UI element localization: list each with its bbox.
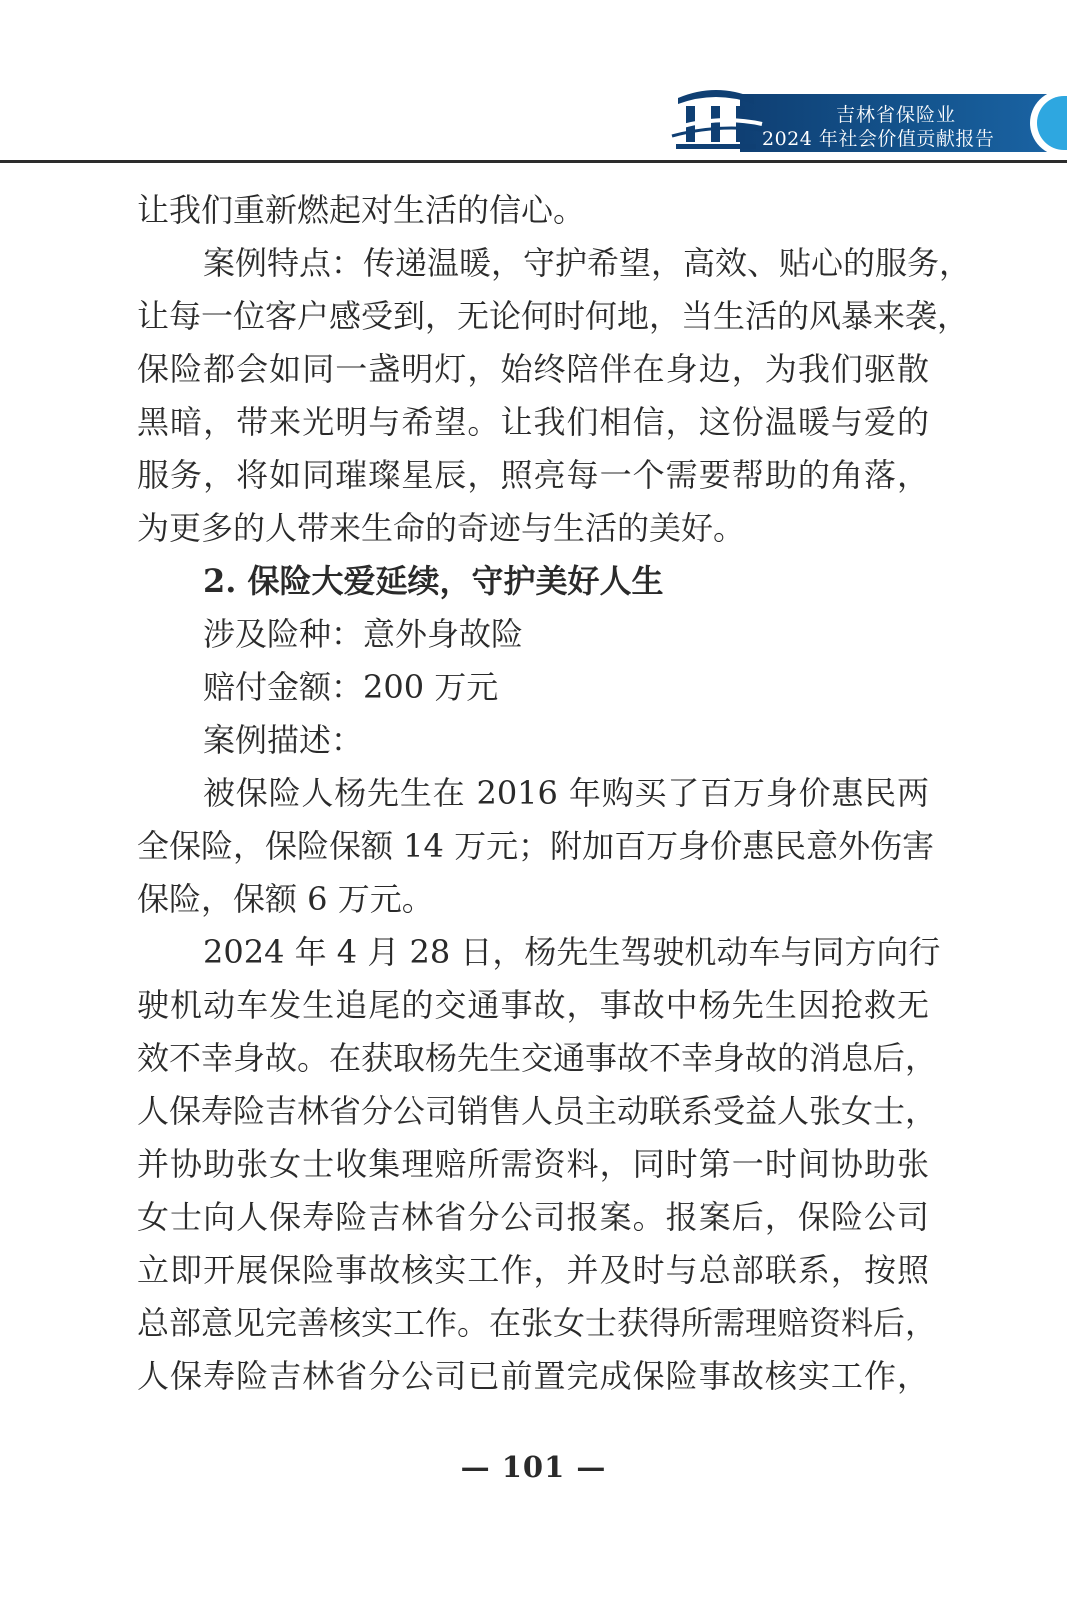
text-line: 让每一位客户感受到，无论何时何地，当生活的风暴来袭， (137, 297, 970, 335)
text-line: 为更多的人带来生命的奇迹与生活的美好。 (137, 509, 746, 547)
header-title-line2: 2024 年社会价值贡献报告 (762, 128, 995, 150)
text-line: 案例特点：传递温暖，守护希望，高效、贴心的服务， (203, 244, 972, 282)
text-line: 赔付金额：200 万元 (203, 668, 499, 706)
report-logo-icon (668, 84, 764, 154)
text-line: 人保寿险吉林省分公司销售人员主动联系受益人张女士， (137, 1092, 938, 1130)
section-heading: 2. 保险大爱延续，守护美好人生 (203, 562, 664, 600)
text-line: 保险，保额 6 万元。 (137, 880, 434, 918)
text-line: 立即开展保险事故核实工作，并及时与总部联系，按照 (137, 1251, 929, 1289)
text-line: 让我们重新燃起对生活的信心。 (137, 191, 586, 229)
text-line: 人保寿险吉林省分公司已前置完成保险事故核实工作， (137, 1357, 929, 1395)
text-line: 服务，将如同璀璨星辰，照亮每一个需要帮助的角落， (137, 456, 929, 494)
text-line: 保险都会如同一盏明灯，始终陪伴在身边，为我们驱散 (137, 350, 929, 388)
page-number: — 101 — (460, 1450, 607, 1484)
header-title-line1: 吉林省保险业 (836, 104, 957, 126)
text-line: 黑暗，带来光明与希望。让我们相信，这份温暖与爱的 (137, 403, 929, 441)
header-rule (0, 160, 1067, 163)
text-line: 并协助张女士收集理赔所需资料，同时第一时间协助张 (137, 1145, 929, 1183)
text-line: 驶机动车发生追尾的交通事故，事故中杨先生因抢救无 (137, 986, 929, 1024)
text-line: 被保险人杨先生在 2016 年购买了百万身价惠民两 (203, 774, 929, 812)
text-line: 女士向人保寿险吉林省分公司报案。报案后，保险公司 (137, 1198, 929, 1236)
body-text (137, 184, 972, 1403)
text-line: 案例描述： (203, 721, 364, 759)
text-line: 总部意见完善核实工作。在张女士获得所需理赔资料后， (137, 1304, 938, 1342)
text-line: 涉及险种：意外身故险 (203, 615, 524, 653)
text-line: 2024 年 4 月 28 日，杨先生驾驶机动车与同方向行 (203, 933, 941, 971)
text-line: 全保险，保险保额 14 万元；附加百万身价惠民意外伤害 (137, 827, 935, 865)
page-header (0, 0, 1067, 170)
text-line: 效不幸身故。在获取杨先生交通事故不幸身故的消息后， (137, 1039, 938, 1077)
